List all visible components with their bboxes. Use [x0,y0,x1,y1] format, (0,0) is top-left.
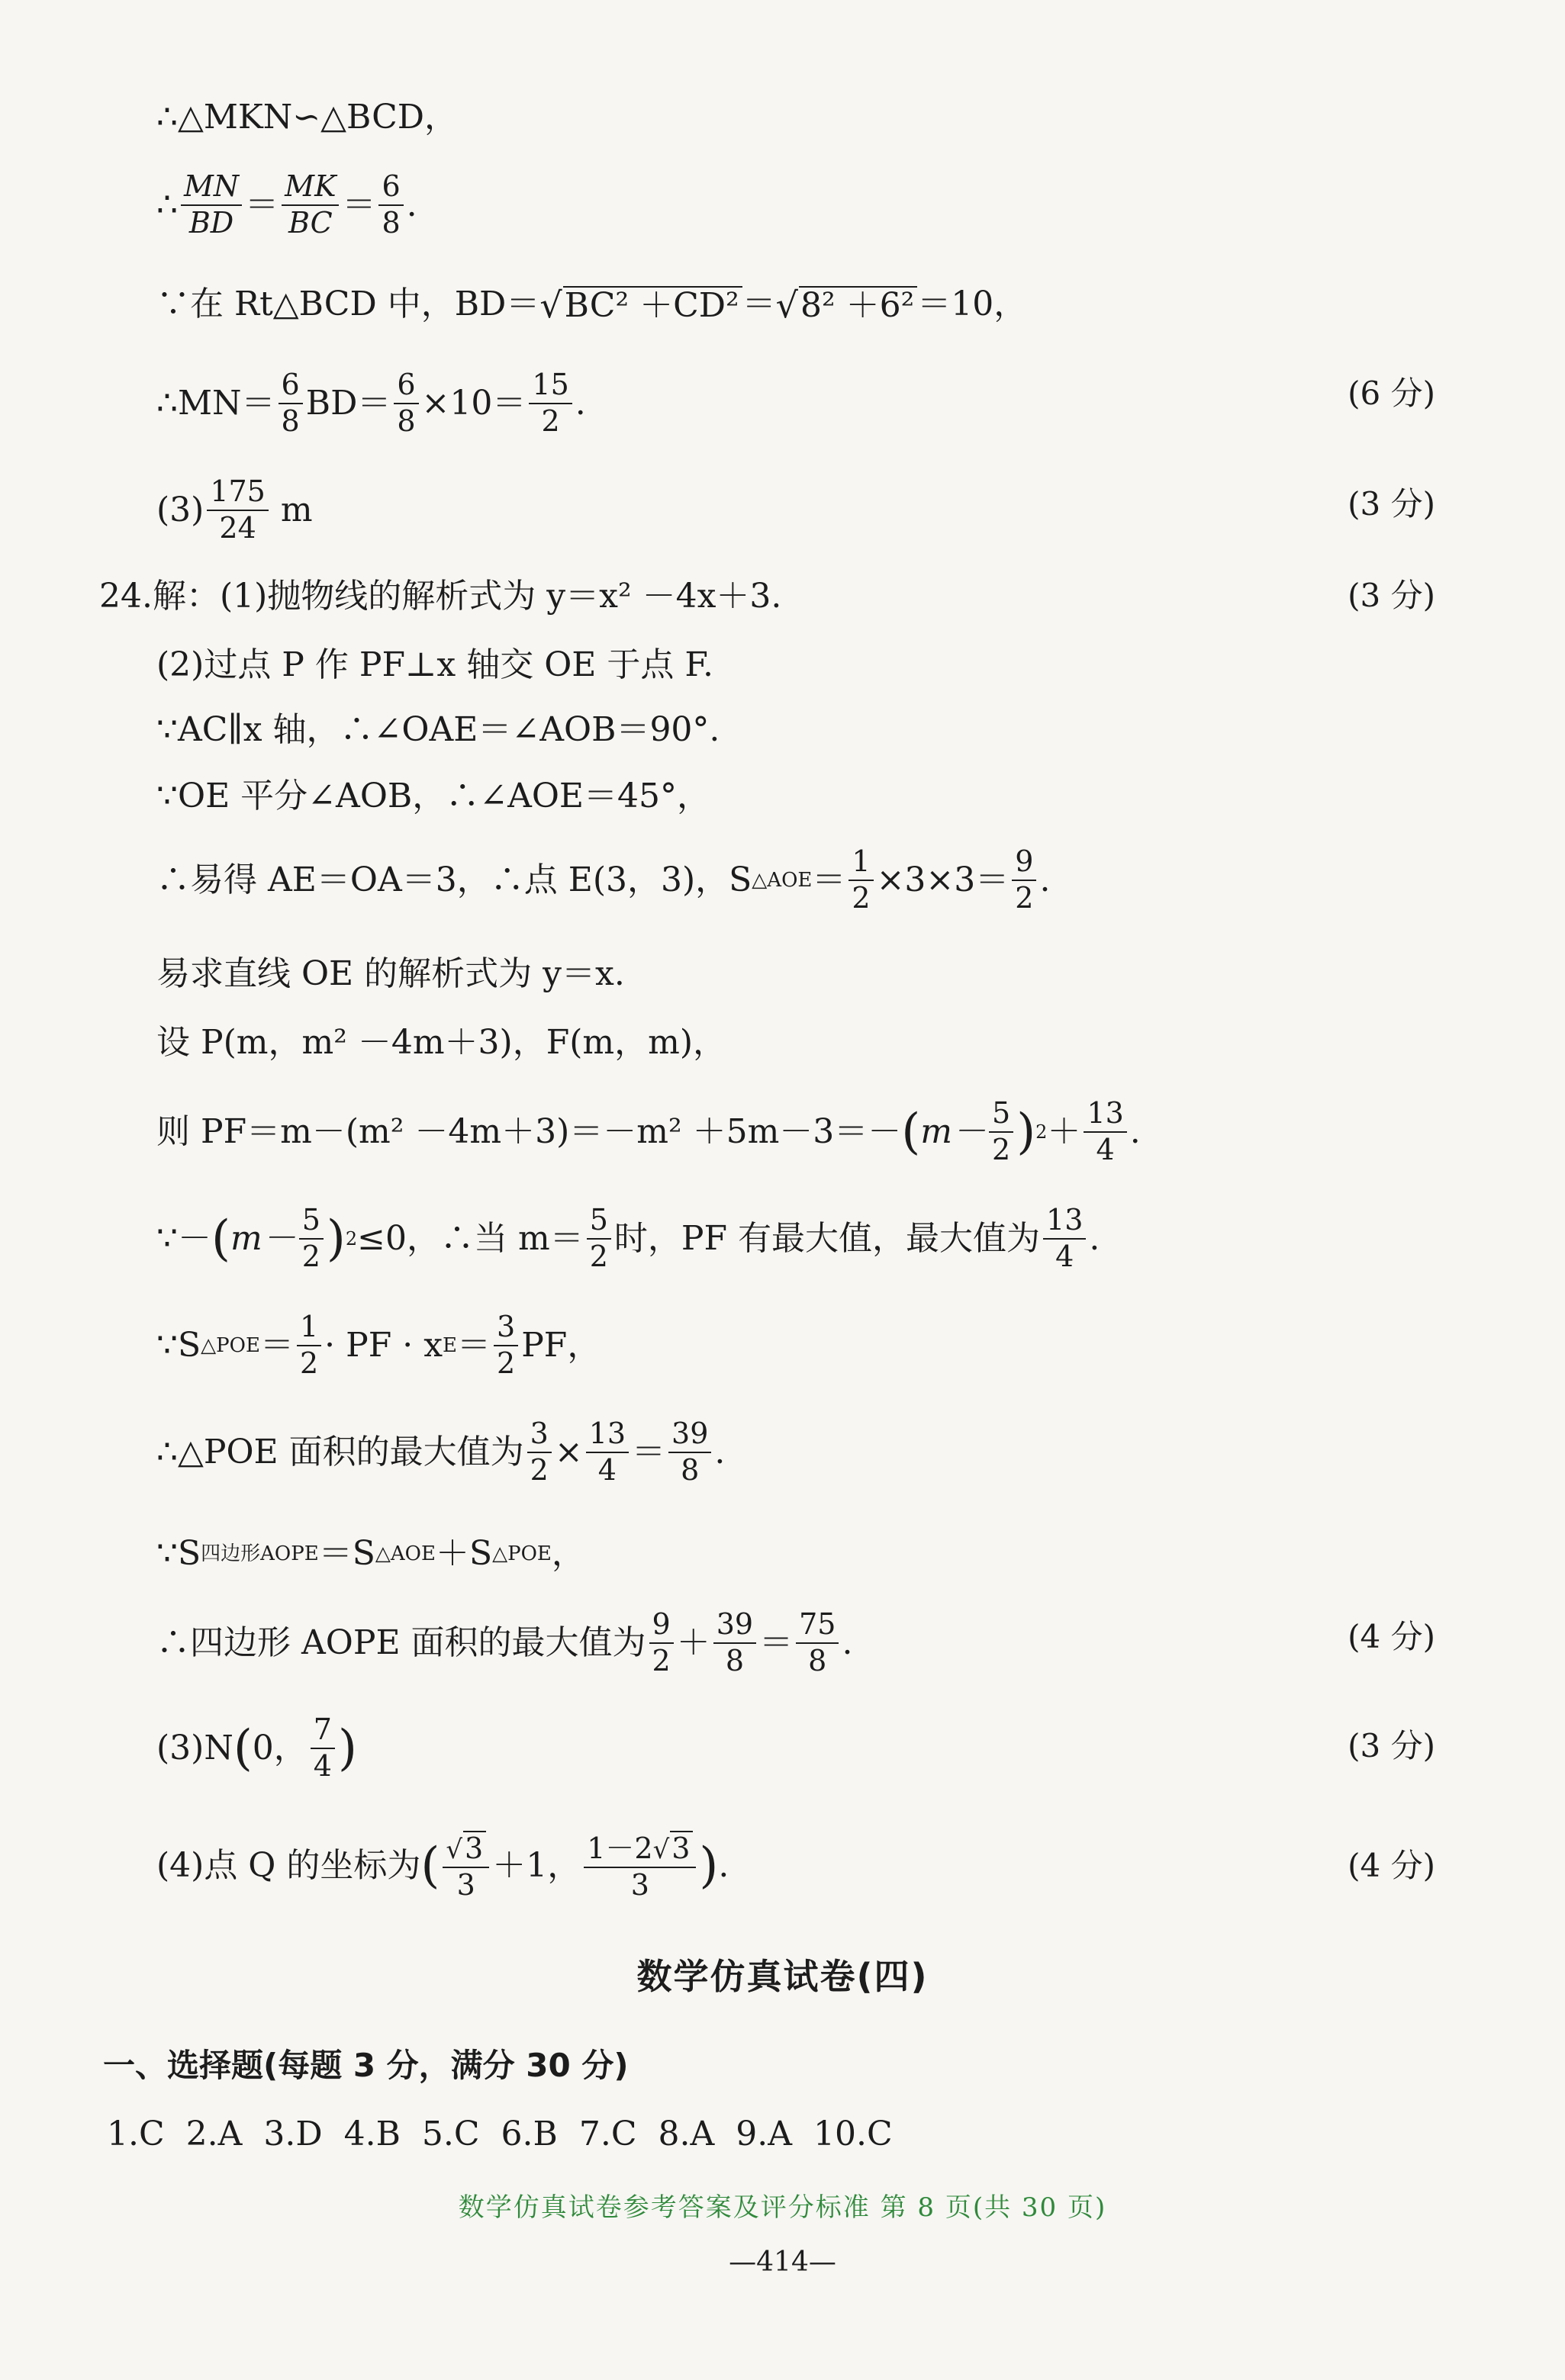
page-footer: 数学仿真试卷参考答案及评分标准 第 8 页(共 30 页) [458,2192,1107,2223]
score-3: (3 分) [1348,1727,1435,1764]
fraction-175-24: $\frac{175}{24}$ [207,477,269,544]
fraction-sqrt3-3: √ 3 3 [443,1831,489,1901]
fraction-q-y: 1－2 √ 3 3 [584,1831,696,1901]
choice-section-title: 一、选择题(每题 3 分，满分 30 分) [103,2047,629,2084]
fraction-7-4: $\frac{7}{4}$ [311,1715,335,1782]
line-point-q: (4)点 Q 的坐标为 ( √ 3 3 ＋1， 1－2 √ 3 3 ) . [156,1832,729,1902]
fraction-9-2: $\frac{9}{2}$ [1012,847,1036,914]
fraction-5-2: $\frac{5}{2}$ [587,1205,611,1272]
line-part3-answer: (3) $\frac{175}{24}$ m [156,474,313,545]
fraction-1-2: $\frac{1}{2}$ [297,1312,321,1379]
fraction-3-2: $\frac{3}{2}$ [527,1419,552,1486]
score-4: (4 分) [1348,1847,1435,1884]
fraction-39-8: $\frac{39}{8}$ [668,1419,711,1486]
fraction-6-8: $\frac{6}{8}$ [279,370,303,437]
fraction-6-8: $\frac{6}{8}$ [394,370,418,437]
section-heading: 数学仿真试卷(四) [636,1956,929,1997]
sqrt-8-6: √ 8² ＋6² [776,286,918,323]
fraction-13-4: $\frac{13}{4}$ [586,1419,629,1486]
line-ratio: ∴ $\frac{MN}{BD}$ ＝ $\frac{MK}{BC}$ ＝ $\frac{6}{8}$ . [156,169,417,240]
line-oe-equation: 易求直线 OE 的解析式为 y＝x. [156,954,625,993]
line-bisector: ∵OE 平分∠AOB，∴∠AOE＝45°， [156,777,711,815]
fraction-13-4: $\frac{13}{4}$ [1043,1205,1086,1272]
line-area-poe: ∵S △POE ＝ $\frac{1}{2}$ · PF · x E ＝ $\frac{3}{2}$ PF， [156,1310,601,1380]
line-set-points: 设 P(m，m² －4m＋3)，F(m，m)， [156,1023,727,1062]
fraction-mn-bd: $\frac{MN}{BD}$ [181,172,242,239]
line-max-aope: ∴四边形 AOPE 面积的最大值为 $\frac{9}{2}$ ＋ $\frac{39}{8}$ ＝ $\frac{75}{8}$ . [156,1607,853,1677]
fraction-5-2: $\frac{5}{2}$ [989,1098,1013,1166]
therefore-symbol: ∴ [156,185,178,224]
score-3: (3 分) [1348,485,1435,523]
line-similar-triangles: ∴△MKN∽△BCD， [156,98,459,137]
fraction-1-2: $\frac{1}{2}$ [849,847,873,914]
sqrt-bc-cd: √ BC² ＋CD² [539,286,742,323]
line-area-aoe: ∴易得 AE＝OA＝3，∴点 E(3，3)，S △AOE ＝ $\frac{1}{2}$ ×3×3＝ $\frac{9}{2}$ . [156,844,1051,915]
line-parallel: ∵AC∥x 轴，∴∠OAE＝∠AOB＝90°. [156,710,720,749]
score-4: (4 分) [1348,1618,1435,1655]
fraction-13-4: $\frac{13}{4}$ [1084,1098,1126,1166]
fraction-39-8: $\frac{39}{8}$ [713,1610,756,1677]
fraction-6-8: $\frac{6}{8}$ [378,172,403,239]
line-q24-part1: 24.解：(1)抛物线的解析式为 y＝x² －4x＋3. [99,577,782,616]
page-number: —414— [729,2247,836,2278]
fraction-75-8: $\frac{75}{8}$ [796,1610,839,1677]
fraction-mk-bc: $\frac{MK}{BC}$ [282,172,339,239]
choice-answers: 1.C 2.A 3.D 4.B 5.C 6.B 7.C 8.A 9.A 10.C [107,2115,893,2153]
line-area-sum: ∵S 四边形AOPE ＝S △AOE ＋S △POE ， [156,1534,585,1573]
score-3: (3 分) [1348,577,1435,614]
line-point-n: (3)N ( 0， $\frac{7}{4}$ ) [156,1713,357,1783]
score-6: (6 分) [1348,375,1435,412]
line-pythagoras: ∵在 Rt△BCD 中，BD＝ √ BC² ＋CD² ＝ √ 8² ＋6² ＝10， [156,285,1028,326]
line-max-pf: ∵－ ( m－ $\frac{5}{2}$ ) 2 ≤0，∴当 m＝ $\frac{5}{2}$ 时，PF 有最大值，最大值为 $\frac{13}{4}$ . [156,1203,1100,1273]
fraction-3-2: $\frac{3}{2}$ [494,1312,518,1379]
line-mn-value: ∴MN＝ $\frac{6}{8}$ BD＝ $\frac{6}{8}$ ×10＝ $\frac{15}{2}$ . [156,368,586,438]
line-pf-expression: 则 PF＝m－(m² －4m＋3)＝－m² ＋5m－3＝－ ( m－ $\frac{5}{2}$ ) 2 ＋ $\frac{13}{4}$ . [156,1096,1141,1166]
line-max-poe: ∴△POE 面积的最大值为 $\frac{3}{2}$ × $\frac{13}{4}$ ＝ $\frac{39}{8}$ . [156,1417,726,1487]
fraction-15-2: $\frac{15}{2}$ [529,370,572,437]
fraction-9-2: $\frac{9}{2}$ [649,1610,674,1677]
fraction-5-2: $\frac{5}{2}$ [299,1205,324,1272]
line-q24-part2-intro: (2)过点 P 作 PF⊥x 轴交 OE 于点 F. [156,645,714,684]
